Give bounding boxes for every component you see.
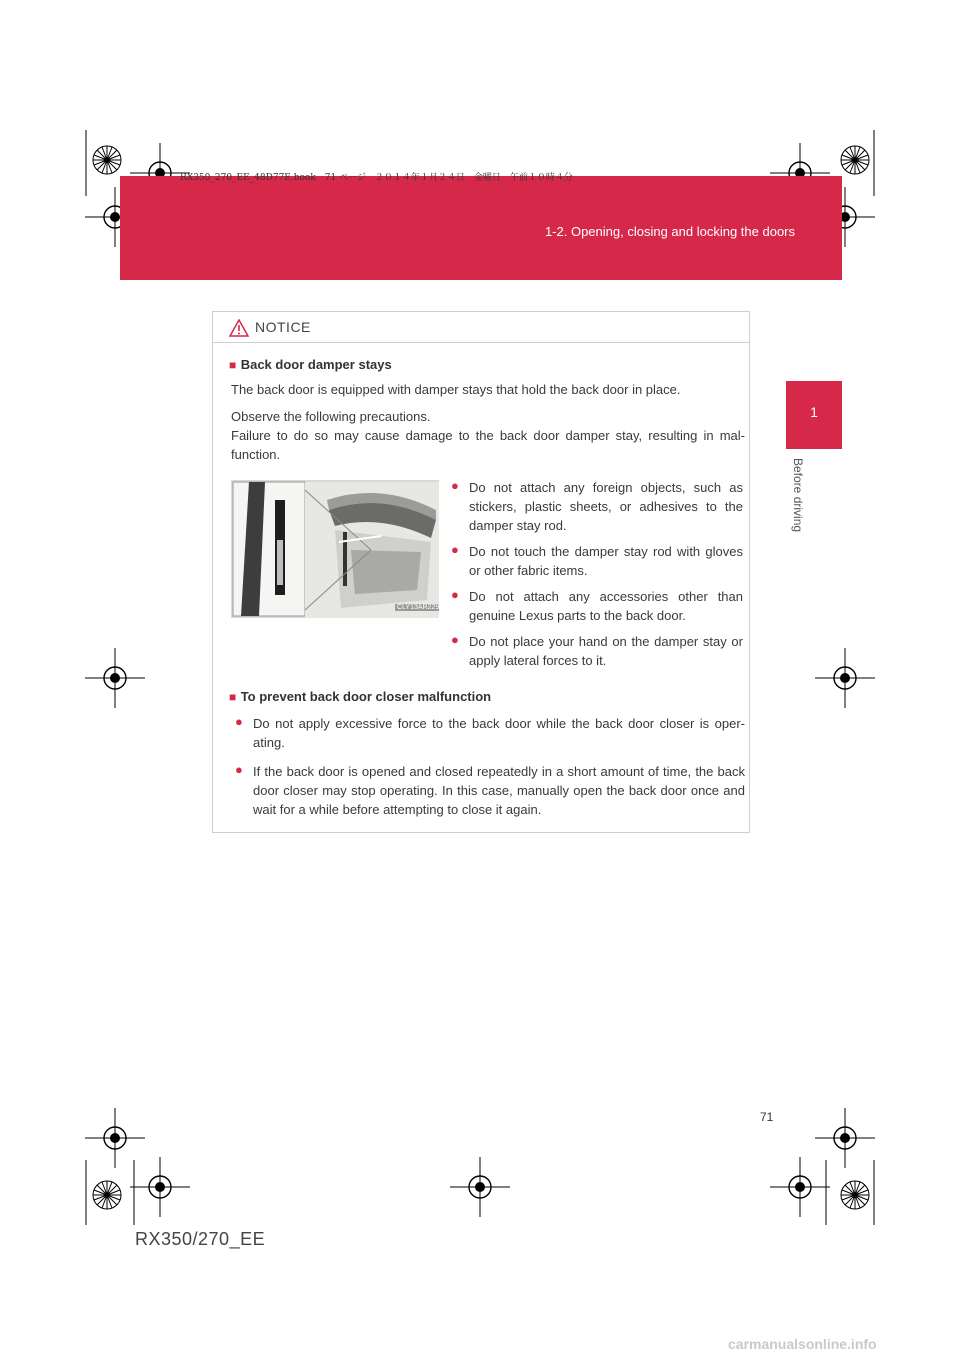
section-heading-text: To prevent back door closer malfunction [240, 689, 492, 704]
section-heading-text: Back door damper stays [240, 357, 392, 372]
section-heading [229, 356, 392, 374]
round-bullet-icon: ● [235, 714, 243, 729]
page-number: 71 [760, 1110, 774, 1124]
image-code: CLY13AR229 [395, 604, 439, 611]
paragraph: Observe the following precautions. Failure to do so may cause damage to the back door damper stay, resulting in mal-function. [231, 409, 745, 462]
square-bullet-icon: ■ [229, 358, 237, 372]
square-bullet-icon: ■ [229, 690, 237, 704]
list-item: ● Do not touch the damper stay rod with gloves or other fabric items. [451, 542, 743, 578]
list-item: ● Do not apply excessive force to the back door while the back door closer is oper-ating. [235, 714, 745, 750]
book-info: RX350_270_EE_48D77E.book 71 ページ ２０１４年１月２４日 金曜日 午前１０時４分 [180, 173, 573, 183]
list-item: ● Do not attach any accessories other than genuine Lexus parts to the back door. [451, 587, 743, 623]
notice-header [213, 312, 749, 343]
chapter-number: 1 [810, 404, 818, 420]
bullet-list [231, 714, 745, 826]
chapter-label: Before driving [791, 458, 805, 533]
round-bullet-icon: ● [451, 542, 459, 557]
notice-title: NOTICE [255, 319, 311, 335]
section-title: 1-2. Opening, closing and locking the doors [544, 224, 795, 239]
list-item: ● Do not place your hand on the damper stay or apply lateral forces to it. [451, 632, 743, 668]
round-bullet-icon: ● [451, 587, 459, 602]
round-bullet-icon: ● [235, 762, 243, 777]
list-item: ● Do not attach any foreign objects, such as stickers, plastic sheets, or adhesives to the damper stay rod. [451, 478, 743, 533]
damper-stay-photo [231, 480, 439, 618]
watermark: carmanualsonline.info [728, 1336, 877, 1352]
list-item: ● If the back door is opened and closed repeatedly in a short amount of time, the back door closer may stop operating. In this case, manually open the back door once and wait for a while before attempting to close it again. [235, 762, 745, 817]
model-code: RX350/270_EE [135, 1229, 266, 1249]
paragraph: The back door is equipped with damper stays that hold the back door in place. [231, 382, 681, 397]
round-bullet-icon: ● [451, 632, 459, 647]
section-heading [229, 688, 491, 706]
notice-box [212, 311, 750, 833]
warning-triangle-icon [229, 319, 249, 337]
bullet-list [447, 478, 743, 677]
damper-stay-illustration [231, 480, 439, 618]
round-bullet-icon: ● [451, 478, 459, 493]
